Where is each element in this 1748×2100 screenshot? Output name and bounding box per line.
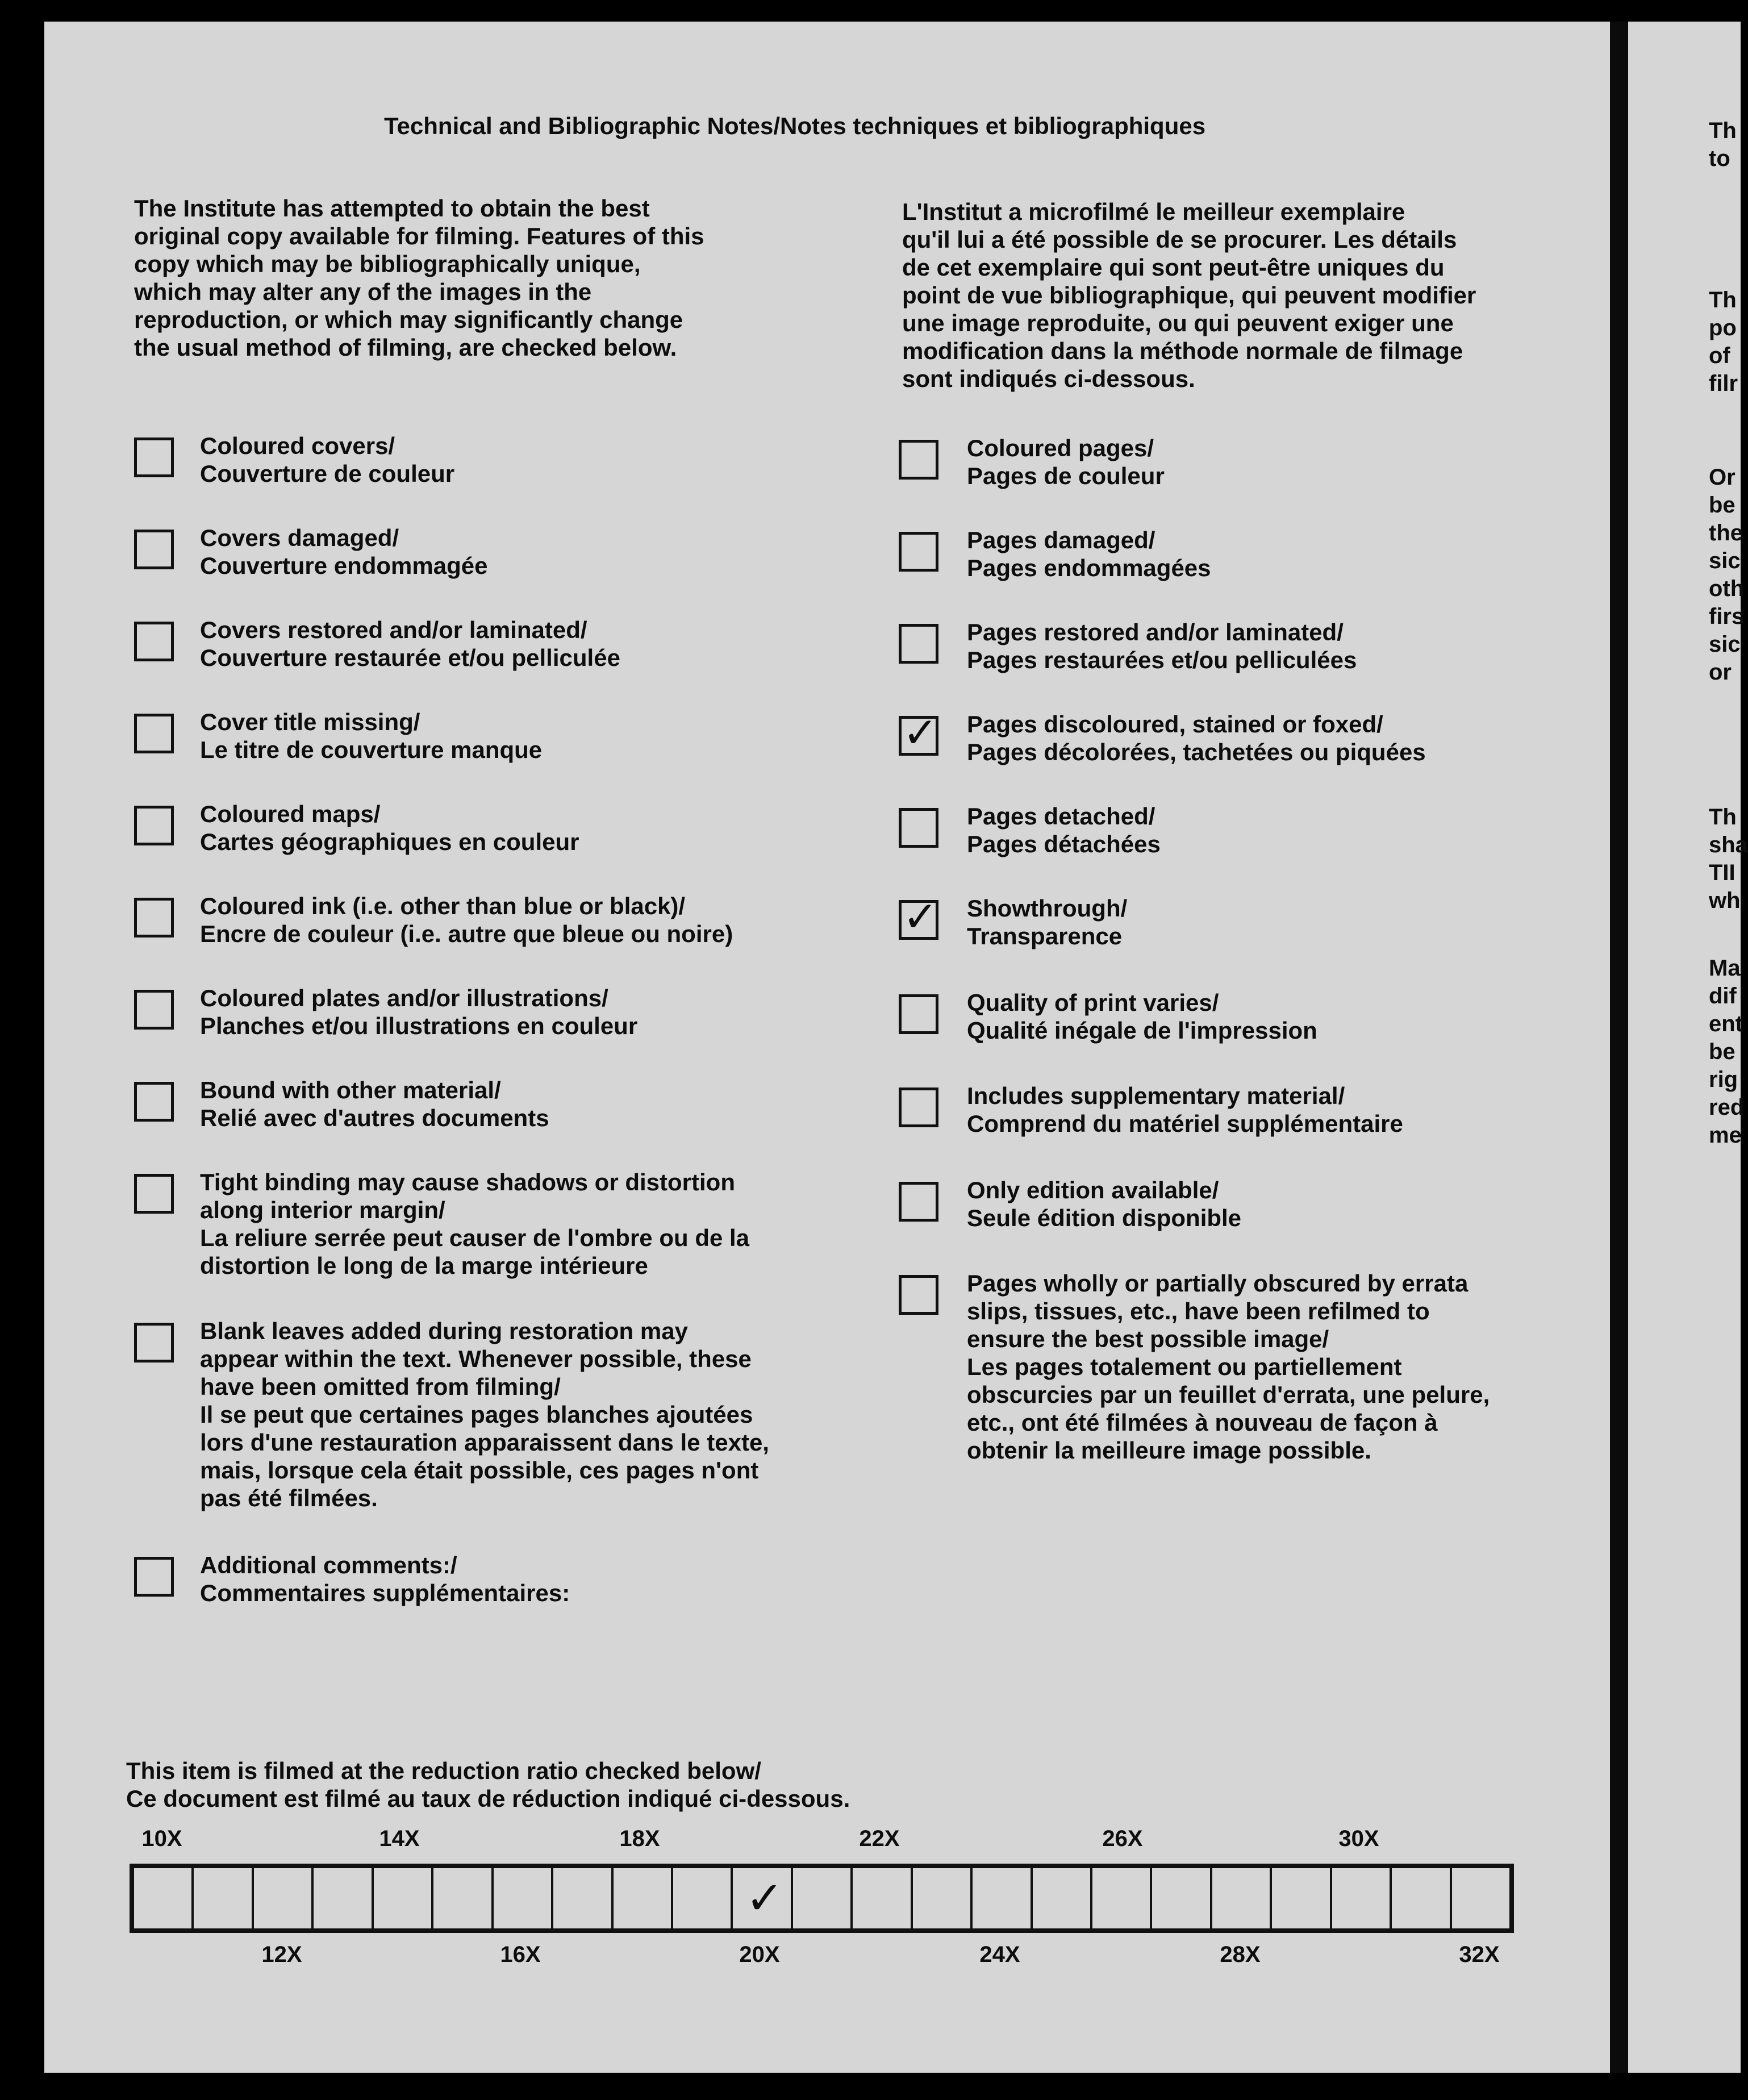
ratio-label-top: 22X bbox=[859, 1826, 900, 1851]
left-checkbox-8[interactable] bbox=[134, 1174, 174, 1214]
ratio-cell[interactable] bbox=[1332, 1868, 1392, 1928]
ratio-cell[interactable] bbox=[553, 1868, 613, 1928]
ratio-label-bottom: 24X bbox=[979, 1942, 1020, 1967]
left-item-label: Coloured ink (i.e. other than blue or black)/ Encre de couleur (i.e. autre que bleue ou noire) bbox=[200, 893, 733, 947]
adjacent-page-text: Th po of filr bbox=[1709, 288, 1738, 396]
right-item-label: Pages damaged/ Pages endommagées bbox=[967, 527, 1211, 581]
left-item-label: Covers restored and/or laminated/ Couverture restaurée et/ou pelliculée bbox=[200, 616, 620, 671]
right-checkbox-8[interactable] bbox=[899, 1182, 938, 1222]
ratio-cell[interactable] bbox=[374, 1868, 433, 1928]
left-checkbox-1[interactable] bbox=[134, 530, 174, 569]
left-item-label: Coloured plates and/or illustrations/ Planches et/ou illustrations en couleur bbox=[200, 985, 638, 1039]
right-checkbox-3[interactable] bbox=[899, 709, 938, 756]
adjacent-page-text: Or be the sic oth firs sic or bbox=[1709, 465, 1745, 685]
ratio-cell[interactable] bbox=[254, 1868, 314, 1928]
ratio-cell[interactable] bbox=[1212, 1868, 1272, 1928]
left-checkbox-2[interactable] bbox=[134, 622, 174, 661]
ratio-cell[interactable] bbox=[134, 1868, 194, 1928]
left-item-label: Coloured maps/ Cartes géographiques en couleur bbox=[200, 801, 579, 855]
intro-english: The Institute has attempted to obtain the best original copy available for filming. Features of this copy which may be bibliographically unique, which may alter any of the images in the reproduction, or which may significantly change the usual method of filming, are checked below. bbox=[134, 195, 704, 361]
ratio-cell[interactable] bbox=[1033, 1868, 1092, 1928]
left-checkbox-0[interactable] bbox=[134, 438, 174, 477]
ratio-cell[interactable] bbox=[314, 1868, 373, 1928]
ratio-label-top: 30X bbox=[1338, 1826, 1379, 1851]
right-item-label: Pages discoloured, stained or foxed/ Pages décolorées, tachetées ou piquées bbox=[967, 711, 1426, 765]
ratio-cell[interactable] bbox=[614, 1868, 673, 1928]
right-item-label: Pages detached/ Pages détachées bbox=[967, 803, 1161, 857]
ratio-label-bottom: 12X bbox=[261, 1942, 302, 1967]
ratio-label-top: 18X bbox=[619, 1826, 660, 1851]
left-item-label: Tight binding may cause shadows or distortion along interior margin/ La reliure serrée peut causer de l'ombre ou de la distortion le long de la marge intérieure bbox=[200, 1169, 750, 1279]
left-checkbox-6[interactable] bbox=[134, 990, 174, 1030]
ratio-cell[interactable] bbox=[433, 1868, 493, 1928]
left-item-label: Additional comments:/ Commentaires supplémentaires: bbox=[200, 1552, 570, 1606]
right-checkbox-4[interactable] bbox=[899, 808, 938, 848]
page-title: Technical and Bibliographic Notes/Notes techniques et bibliographiques bbox=[384, 113, 1206, 139]
ratio-cell[interactable] bbox=[733, 1868, 792, 1928]
right-checkbox-7[interactable] bbox=[899, 1088, 938, 1127]
right-checkbox-5[interactable] bbox=[899, 893, 938, 940]
left-item-label: Blank leaves added during restoration may appear within the text. Whenever possible, these have been omitted from filming/ Il se peut que certaines pages blanches ajoutées lors d'une restauration apparaissent dans le texte, mais, lorsque cela était possible, ces pages n'ont pas été filmées. bbox=[200, 1318, 769, 1511]
ratio-label-bottom: 16X bbox=[500, 1942, 541, 1967]
ratio-cell[interactable] bbox=[1452, 1868, 1509, 1928]
ratio-cell[interactable] bbox=[1392, 1868, 1451, 1928]
frame-separator bbox=[1610, 22, 1628, 2073]
left-checkbox-10[interactable] bbox=[134, 1557, 174, 1597]
left-item-label: Coloured covers/ Couverture de couleur bbox=[200, 432, 455, 487]
reduction-note: This item is filmed at the reduction ratio checked below/ Ce document est filmé au taux de réduction indiqué ci-dessous. bbox=[126, 1757, 850, 1812]
ratio-label-top: 10X bbox=[141, 1826, 182, 1851]
ratio-cell[interactable] bbox=[913, 1868, 973, 1928]
ratio-cell[interactable] bbox=[793, 1868, 853, 1928]
left-checkbox-5[interactable] bbox=[134, 898, 174, 938]
ratio-cell[interactable] bbox=[194, 1868, 253, 1928]
adjacent-page-text: Th sha TII wh bbox=[1709, 805, 1748, 913]
right-item-label: Only edition available/ Seule édition disponible bbox=[967, 1177, 1242, 1231]
ratio-label-top: 26X bbox=[1102, 1826, 1143, 1851]
right-item-label: Includes supplementary material/ Comprend du matériel supplémentaire bbox=[967, 1082, 1403, 1137]
left-item-label: Covers damaged/ Couverture endommagée bbox=[200, 524, 488, 579]
right-item-label: Coloured pages/ Pages de couleur bbox=[967, 435, 1165, 489]
ratio-cell[interactable] bbox=[1272, 1868, 1332, 1928]
check-mark-icon: ✓ bbox=[903, 893, 938, 940]
reduction-ratio-scale bbox=[130, 1864, 1514, 1933]
ratio-cell[interactable] bbox=[853, 1868, 912, 1928]
ratio-cell[interactable] bbox=[494, 1868, 553, 1928]
right-item-label: Quality of print varies/ Qualité inégale de l'impression bbox=[967, 989, 1317, 1044]
ratio-label-bottom: 20X bbox=[739, 1942, 780, 1967]
right-checkbox-1[interactable] bbox=[899, 532, 938, 572]
right-item-label: Pages wholly or partially obscured by errata slips, tissues, etc., have been refilmed to ensure the best possible image/ Les pages totalement ou partiellement obscurcies par un feuillet d'errata, une pelure, etc., ont été filmées à nouveau de façon à obtenir la meilleure image possible. bbox=[967, 1270, 1490, 1464]
adjacent-page-strip bbox=[1628, 22, 1748, 2073]
adjacent-page-text: Ma dif ent be rig red me bbox=[1709, 956, 1745, 1148]
ratio-cell[interactable] bbox=[1092, 1868, 1152, 1928]
left-checkbox-7[interactable] bbox=[134, 1082, 174, 1122]
right-item-label: Pages restored and/or laminated/ Pages restaurées et/ou pelliculées bbox=[967, 619, 1357, 673]
right-checkbox-6[interactable] bbox=[899, 994, 938, 1034]
left-checkbox-9[interactable] bbox=[134, 1323, 174, 1363]
right-checkbox-0[interactable] bbox=[899, 440, 938, 480]
ratio-cell[interactable] bbox=[973, 1868, 1032, 1928]
ratio-cell[interactable] bbox=[1152, 1868, 1212, 1928]
adjacent-page-text: Th to bbox=[1709, 118, 1737, 171]
ratio-cell[interactable] bbox=[673, 1868, 733, 1928]
right-item-label: Showthrough/ Transparence bbox=[967, 895, 1128, 949]
ratio-label-bottom: 28X bbox=[1220, 1942, 1261, 1967]
left-item-label: Bound with other material/ Relié avec d'autres documents bbox=[200, 1077, 549, 1131]
check-mark-icon: ✓ bbox=[745, 1873, 784, 1923]
left-item-label: Cover title missing/ Le titre de couverture manque bbox=[200, 709, 543, 763]
ratio-label-top: 14X bbox=[379, 1826, 420, 1851]
left-checkbox-4[interactable] bbox=[134, 806, 174, 845]
intro-french: L'Institut a microfilmé le meilleur exemplaire qu'il lui a été possible de se procurer. Les détails de cet exemplaire qui sont peut-être uniques du point de vue bibliographique, qui peuvent modifier une image reproduite, ou qui peuvent exiger une modification dans la méthode normale de filmage sont indiqués ci-dessous. bbox=[902, 198, 1476, 392]
right-checkbox-2[interactable] bbox=[899, 624, 938, 664]
ratio-label-bottom: 32X bbox=[1459, 1942, 1500, 1967]
left-checkbox-3[interactable] bbox=[134, 714, 174, 753]
check-mark-icon: ✓ bbox=[903, 709, 938, 756]
right-checkbox-9[interactable] bbox=[899, 1275, 938, 1315]
